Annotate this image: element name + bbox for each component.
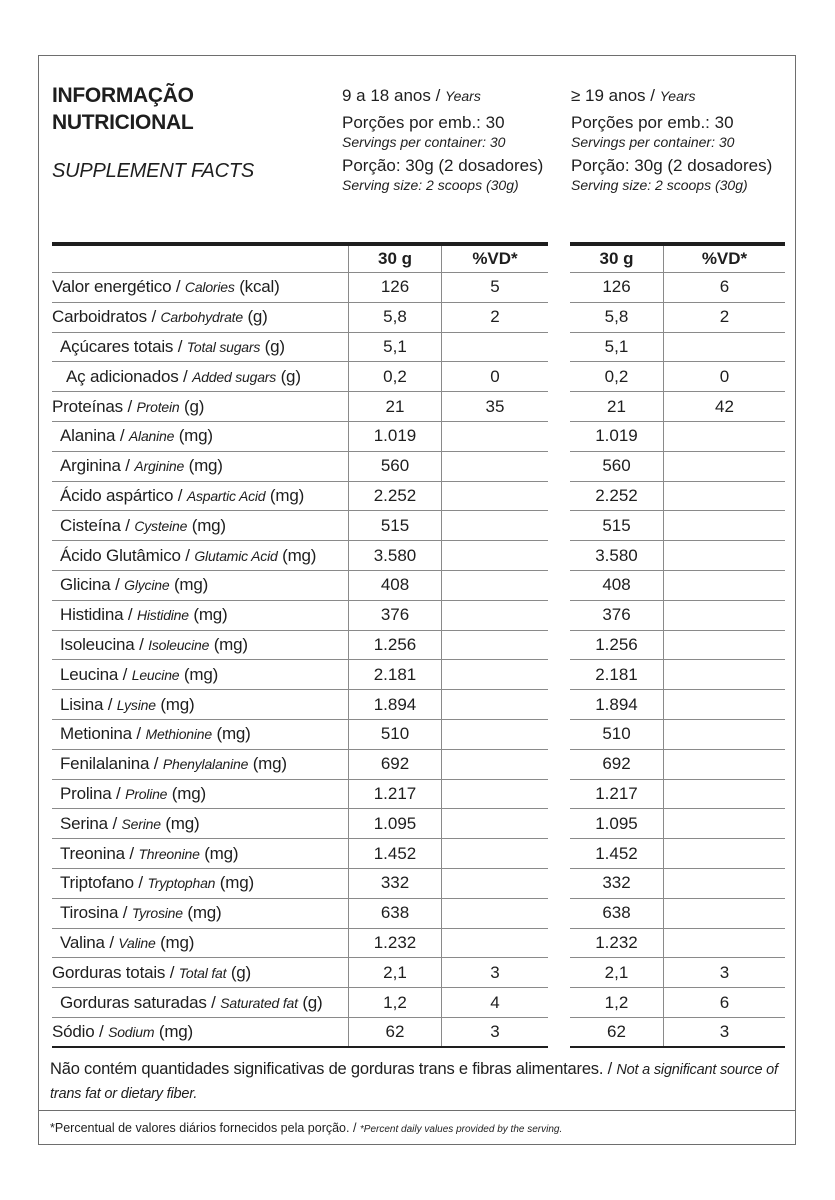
nutrient-row-values bbox=[348, 988, 548, 1018]
nutrient-row-label bbox=[52, 631, 348, 661]
nutrient-row-values bbox=[348, 1018, 548, 1048]
amount-cell: 510 bbox=[348, 720, 442, 749]
amount-cell: 1.894 bbox=[348, 690, 442, 719]
nutrient-row-values bbox=[570, 631, 785, 661]
dv-cell bbox=[664, 631, 785, 660]
nutrient-row-values bbox=[348, 720, 548, 750]
amount-cell: 0,2 bbox=[348, 362, 442, 391]
amount-cell: 5,1 bbox=[348, 333, 442, 362]
nutrient-name: Carboidratos / Carbohydrate (g) bbox=[52, 307, 268, 327]
dv-cell bbox=[664, 660, 785, 689]
title-line-1: INFORMAÇÃO bbox=[52, 84, 194, 107]
dv-cell: 0 bbox=[490, 366, 500, 386]
nutrient-row-label bbox=[52, 839, 348, 869]
values-table-adults bbox=[570, 242, 785, 1048]
amount-cell: 515 bbox=[348, 511, 442, 540]
dv-cell bbox=[664, 720, 785, 749]
nutrient-name: Lisina / Lysine (mg) bbox=[60, 694, 195, 714]
dv-cell bbox=[664, 690, 785, 719]
amount-cell: 62 bbox=[348, 1018, 442, 1046]
nutrient-row-label bbox=[52, 869, 348, 899]
nutrient-row-values bbox=[570, 958, 785, 988]
amount-cell: 5,8 bbox=[570, 303, 664, 332]
dv-cell: 2 bbox=[719, 307, 730, 327]
nutrient-name: Treonina / Threonine (mg) bbox=[60, 843, 239, 863]
dv-cell bbox=[442, 869, 548, 898]
serving-size-en: Serving size: 2 scoops (30g) bbox=[342, 177, 519, 193]
nutrient-name: Leucina / Leucine (mg) bbox=[60, 664, 219, 684]
amount-cell: 376 bbox=[570, 601, 664, 630]
nutrient-row-label bbox=[52, 780, 348, 810]
nutrient-row-values bbox=[348, 482, 548, 512]
nutrient-row-values bbox=[570, 690, 785, 720]
nutrient-row-label bbox=[52, 273, 348, 303]
nutrient-row-values bbox=[348, 273, 548, 303]
dv-cell bbox=[664, 780, 785, 809]
amount-cell: 1.095 bbox=[570, 809, 664, 838]
amount-cell: 692 bbox=[348, 750, 442, 779]
nutrient-row-label bbox=[52, 541, 348, 571]
dv-cell bbox=[442, 631, 548, 660]
nutrient-row-label bbox=[52, 452, 348, 482]
dv-cell: 6 bbox=[719, 277, 730, 297]
servings-per-container: Porções por emb.: 30 bbox=[571, 113, 734, 132]
amount-cell: 1.095 bbox=[348, 809, 442, 838]
amount-cell: 1,2 bbox=[348, 988, 442, 1017]
nutrient-row-label bbox=[52, 809, 348, 839]
nutrient-row-values bbox=[570, 780, 785, 810]
nutrient-label-column bbox=[52, 242, 348, 1048]
amount-cell: 638 bbox=[348, 899, 442, 928]
dv-cell bbox=[664, 839, 785, 868]
nutrient-row-label bbox=[52, 988, 348, 1018]
dv-cell bbox=[442, 482, 548, 511]
nutrient-row-label bbox=[52, 511, 348, 541]
nutrient-name: Fenilalanina / Phenylalanine (mg) bbox=[60, 754, 287, 774]
nutrient-name: Glicina / Glycine (mg) bbox=[60, 575, 209, 595]
nutrient-row-values bbox=[348, 392, 548, 422]
nutrient-name: Triptofano / Tryptophan (mg) bbox=[60, 873, 254, 893]
label-title bbox=[52, 82, 194, 136]
amount-cell: 0,2 bbox=[570, 362, 664, 391]
nutrient-row-label bbox=[52, 899, 348, 929]
dv-cell bbox=[442, 899, 548, 928]
header-row bbox=[570, 246, 785, 273]
amount-cell: 2,1 bbox=[570, 958, 664, 987]
dv-cell bbox=[664, 511, 785, 540]
dv-cell bbox=[442, 809, 548, 838]
amount-cell: 638 bbox=[570, 899, 664, 928]
dv-cell: 5 bbox=[490, 277, 500, 297]
amount-cell: 126 bbox=[348, 273, 442, 302]
nutrient-row-label bbox=[52, 392, 348, 422]
dv-cell bbox=[442, 720, 548, 749]
dv-cell bbox=[664, 809, 785, 838]
dv-header: %VD* bbox=[701, 249, 748, 268]
dv-cell bbox=[664, 869, 785, 898]
dv-cell bbox=[442, 511, 548, 540]
header-column-teens bbox=[342, 84, 543, 194]
nutrient-row-label bbox=[52, 958, 348, 988]
nutrient-row-values bbox=[570, 422, 785, 452]
nutrient-row-label bbox=[52, 333, 348, 363]
amount-cell: 1.452 bbox=[348, 839, 442, 868]
dv-cell: 6 bbox=[719, 992, 730, 1012]
amount-cell: 2.181 bbox=[570, 660, 664, 689]
nutrient-name: Serina / Serine (mg) bbox=[60, 813, 200, 833]
serving-size: Porção: 30g (2 dosadores) bbox=[342, 156, 544, 175]
amount-cell: 21 bbox=[348, 392, 442, 421]
amount-cell: 510 bbox=[570, 720, 664, 749]
dv-cell bbox=[442, 690, 548, 719]
nutrient-row-values bbox=[570, 839, 785, 869]
daily-value-note: *Percentual de valores diários fornecidos pela porção. / *Percent daily values provided by the serving. bbox=[50, 1121, 563, 1135]
amount-cell: 1.232 bbox=[570, 929, 664, 958]
nutrient-name: Ácido aspártico / Aspartic Acid (mg) bbox=[60, 485, 305, 505]
nutrient-row-label bbox=[52, 601, 348, 631]
nutrient-name: Proteínas / Protein (g) bbox=[52, 396, 205, 416]
dv-cell bbox=[664, 333, 785, 362]
amount-cell: 3.580 bbox=[348, 541, 442, 570]
nutrient-name: Isoleucina / Isoleucine (mg) bbox=[60, 634, 248, 654]
nutrient-row-values bbox=[348, 869, 548, 899]
dv-cell bbox=[664, 929, 785, 958]
dv-cell bbox=[442, 660, 548, 689]
nutrient-row-values bbox=[570, 750, 785, 780]
nutrient-row-values bbox=[570, 571, 785, 601]
amount-cell: 560 bbox=[348, 452, 442, 481]
nutrient-row-values bbox=[348, 303, 548, 333]
nutrient-row-values bbox=[570, 273, 785, 303]
serving-size-en: Serving size: 2 scoops (30g) bbox=[571, 177, 748, 193]
age-range: ≥ 19 anos / Years bbox=[571, 86, 696, 105]
dv-cell bbox=[664, 601, 785, 630]
title-line-2: NUTRICIONAL bbox=[52, 111, 194, 134]
nutrient-row-values bbox=[570, 720, 785, 750]
nutrient-row-values bbox=[348, 750, 548, 780]
amount-cell: 21 bbox=[570, 392, 664, 421]
nutrient-row-values bbox=[570, 899, 785, 929]
amount-cell: 62 bbox=[570, 1018, 664, 1046]
amount-cell: 2.181 bbox=[348, 660, 442, 689]
dv-cell bbox=[664, 422, 785, 451]
trans-fat-note: Não contém quantidades significativas de gorduras trans e fibras alimentares. / Not a significant source of trans fat or dietary fiber. bbox=[50, 1060, 778, 1102]
amount-cell: 332 bbox=[348, 869, 442, 898]
amount-header: 30 g bbox=[348, 246, 442, 272]
nutrient-row-values bbox=[570, 601, 785, 631]
dv-cell bbox=[664, 750, 785, 779]
nutrient-row-label bbox=[52, 482, 348, 512]
dv-cell bbox=[664, 899, 785, 928]
amount-cell: 1.217 bbox=[570, 780, 664, 809]
amount-cell: 1.256 bbox=[570, 631, 664, 660]
amount-cell: 2.252 bbox=[570, 482, 664, 511]
nutrient-row-values bbox=[570, 452, 785, 482]
servings-per-container-en: Servings per container: 30 bbox=[342, 134, 506, 150]
nutrient-row-values bbox=[348, 362, 548, 392]
dv-cell: 42 bbox=[715, 396, 734, 416]
amount-cell: 560 bbox=[570, 452, 664, 481]
nutrient-row-values bbox=[570, 988, 785, 1018]
nutrient-row-values bbox=[570, 511, 785, 541]
nutrient-name: Valor energético / Calories (kcal) bbox=[52, 277, 280, 297]
nutrient-row-label bbox=[52, 750, 348, 780]
serving-size: Porção: 30g (2 dosadores) bbox=[571, 156, 773, 175]
header-row bbox=[52, 246, 348, 273]
amount-cell: 376 bbox=[348, 601, 442, 630]
nutrient-name: Ácido Glutâmico / Glutamic Acid (mg) bbox=[60, 545, 317, 565]
dv-cell bbox=[442, 929, 548, 958]
footer-divider bbox=[38, 1110, 796, 1111]
amount-cell: 515 bbox=[570, 511, 664, 540]
nutrient-row-label bbox=[52, 660, 348, 690]
amount-cell: 5,1 bbox=[570, 333, 664, 362]
age-range: 9 a 18 anos / Years bbox=[342, 86, 481, 105]
nutrient-name: Açúcares totais / Total sugars (g) bbox=[60, 336, 285, 356]
nutrient-row-values bbox=[570, 333, 785, 363]
nutrient-name: Prolina / Proline (mg) bbox=[60, 783, 206, 803]
nutrient-row-values bbox=[570, 362, 785, 392]
values-table-teens bbox=[348, 242, 548, 1048]
nutrient-row-values bbox=[348, 452, 548, 482]
nutrient-row-values bbox=[348, 809, 548, 839]
dv-header: %VD* bbox=[472, 249, 518, 268]
amount-cell: 408 bbox=[570, 571, 664, 600]
amount-cell: 1.019 bbox=[570, 422, 664, 451]
dv-cell bbox=[442, 422, 548, 451]
nutrient-row-values bbox=[348, 690, 548, 720]
nutrient-name: Sódio / Sodium (mg) bbox=[52, 1021, 194, 1041]
nutrient-row-values bbox=[570, 660, 785, 690]
amount-cell: 1.019 bbox=[348, 422, 442, 451]
nutrient-row-values bbox=[348, 511, 548, 541]
nutrient-name: Metionina / Methionine (mg) bbox=[60, 724, 251, 744]
header-column-adults bbox=[571, 84, 772, 194]
nutrient-row-values bbox=[348, 541, 548, 571]
nutrient-row-label bbox=[52, 571, 348, 601]
nutrient-name: Arginina / Arginine (mg) bbox=[60, 456, 223, 476]
amount-cell: 1.452 bbox=[570, 839, 664, 868]
dv-cell bbox=[442, 780, 548, 809]
amount-cell: 5,8 bbox=[348, 303, 442, 332]
nutrient-row-values bbox=[348, 422, 548, 452]
nutrient-row-values bbox=[570, 869, 785, 899]
nutrient-row-values bbox=[348, 899, 548, 929]
nutrient-row-values bbox=[348, 780, 548, 810]
dv-cell bbox=[442, 571, 548, 600]
amount-cell: 1.232 bbox=[348, 929, 442, 958]
dv-cell bbox=[442, 750, 548, 779]
supplement-facts-subtitle: SUPPLEMENT FACTS bbox=[52, 160, 255, 182]
dv-cell bbox=[664, 541, 785, 570]
amount-cell: 408 bbox=[348, 571, 442, 600]
nutrient-name: Alanina / Alanine (mg) bbox=[60, 426, 213, 446]
dv-cell: 0 bbox=[719, 366, 730, 386]
amount-cell: 126 bbox=[570, 273, 664, 302]
nutrient-name: Histidina / Histidine (mg) bbox=[60, 605, 228, 625]
nutrient-row-label bbox=[52, 422, 348, 452]
dv-cell: 4 bbox=[490, 992, 500, 1012]
header-row bbox=[348, 246, 548, 273]
nutrient-name: Tirosina / Tyrosine (mg) bbox=[60, 903, 222, 923]
dv-cell: 3 bbox=[719, 1021, 730, 1041]
nutrient-name: Valina / Valine (mg) bbox=[60, 932, 195, 952]
nutrient-name: Gorduras saturadas / Saturated fat (g) bbox=[60, 992, 323, 1012]
nutrient-row-values bbox=[348, 571, 548, 601]
nutrient-row-values bbox=[348, 929, 548, 959]
nutrient-row-values bbox=[348, 333, 548, 363]
nutrient-row-values bbox=[570, 1018, 785, 1048]
amount-cell: 332 bbox=[570, 869, 664, 898]
amount-cell: 1.256 bbox=[348, 631, 442, 660]
dv-cell bbox=[664, 482, 785, 511]
nutrient-row-values bbox=[570, 541, 785, 571]
dv-cell: 3 bbox=[719, 962, 730, 982]
dv-cell bbox=[442, 333, 548, 362]
nutrient-row-label bbox=[52, 303, 348, 333]
nutrient-name: Cisteína / Cysteine (mg) bbox=[60, 515, 226, 535]
nutrient-row-values bbox=[570, 929, 785, 959]
dv-cell bbox=[442, 601, 548, 630]
nutrient-row-label bbox=[52, 929, 348, 959]
dv-cell: 3 bbox=[490, 1021, 500, 1041]
dv-cell bbox=[664, 452, 785, 481]
amount-cell: 692 bbox=[570, 750, 664, 779]
amount-cell: 2,1 bbox=[348, 958, 442, 987]
nutrient-name: Aç adicionados / Added sugars (g) bbox=[66, 366, 301, 386]
nutrient-name: Gorduras totais / Total fat (g) bbox=[52, 962, 251, 982]
nutrient-row-values bbox=[348, 958, 548, 988]
amount-cell: 1,2 bbox=[570, 988, 664, 1017]
nutrient-row-label bbox=[52, 362, 348, 392]
amount-cell: 1.894 bbox=[570, 690, 664, 719]
dv-cell bbox=[664, 571, 785, 600]
nutrient-row-values bbox=[570, 482, 785, 512]
nutrient-row-values bbox=[570, 392, 785, 422]
nutrient-row-values bbox=[570, 809, 785, 839]
dv-cell bbox=[442, 839, 548, 868]
dv-cell bbox=[442, 541, 548, 570]
amount-cell: 3.580 bbox=[570, 541, 664, 570]
nutrient-row-values bbox=[348, 601, 548, 631]
nutrient-row-label bbox=[52, 720, 348, 750]
dv-cell: 2 bbox=[490, 307, 500, 327]
nutrient-row-values bbox=[348, 631, 548, 661]
amount-cell: 2.252 bbox=[348, 482, 442, 511]
dv-cell: 35 bbox=[485, 396, 505, 416]
amount-header: 30 g bbox=[570, 246, 664, 272]
amount-cell: 1.217 bbox=[348, 780, 442, 809]
servings-per-container-en: Servings per container: 30 bbox=[571, 134, 735, 150]
servings-per-container: Porções por emb.: 30 bbox=[342, 113, 505, 132]
nutrient-row-values bbox=[348, 839, 548, 869]
nutrient-row-label bbox=[52, 1018, 348, 1048]
nutrient-row-label bbox=[52, 690, 348, 720]
nutrient-row-values bbox=[570, 303, 785, 333]
dv-cell: 3 bbox=[490, 962, 500, 982]
dv-cell bbox=[442, 452, 548, 481]
nutrient-row-values bbox=[348, 660, 548, 690]
